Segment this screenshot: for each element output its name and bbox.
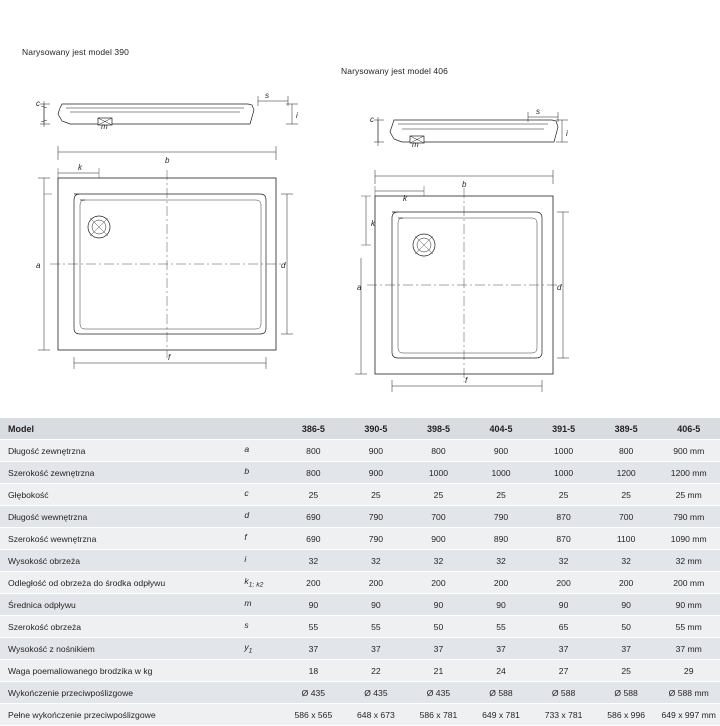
cell-value: 900 <box>470 440 533 462</box>
cell-value: 25 <box>595 484 658 506</box>
right-drawing-caption: Narysowany jest model 406 <box>341 66 448 76</box>
table-row <box>0 550 720 572</box>
cell-value: 700 <box>595 506 658 528</box>
cell-value: 648 x 673 <box>345 704 408 726</box>
specification-table-wrap <box>0 418 720 726</box>
cell-value: 55 <box>345 616 408 638</box>
table-row <box>0 484 720 506</box>
cell-value: 1000 <box>532 440 595 462</box>
column-header-391-5: 391-5 <box>532 418 595 440</box>
table-row <box>0 660 720 682</box>
column-header-model: Model <box>0 418 242 440</box>
row-symbol <box>242 550 282 572</box>
cell-value: 22 <box>345 660 408 682</box>
cell-value: 90 <box>470 594 533 616</box>
cell-value: 90 mm <box>657 594 720 616</box>
left-drawing-caption: Narysowany jest model 390 <box>22 47 129 57</box>
cell-value: 870 <box>532 528 595 550</box>
row-symbol-main: f <box>244 532 247 543</box>
table-row <box>0 506 720 528</box>
cell-value: 200 <box>407 572 470 594</box>
table-row <box>0 594 720 616</box>
column-header-406-5: 406-5 <box>657 418 720 440</box>
cell-value: Ø 588 <box>470 682 533 704</box>
row-symbol <box>242 462 282 484</box>
cell-value: 37 <box>595 638 658 660</box>
cell-value: 29 <box>657 660 720 682</box>
cell-value: 800 <box>407 440 470 462</box>
cell-value: 586 x 565 <box>282 704 345 726</box>
table-header-row <box>0 418 720 440</box>
row-label: Wykończenie przeciwpoślizgowe <box>0 682 242 704</box>
table-row <box>0 462 720 484</box>
cell-value: 90 <box>407 594 470 616</box>
row-label: Szerokość zewnętrzna <box>0 462 242 484</box>
label-b-left: b <box>165 156 170 165</box>
cell-value: 586 x 996 <box>595 704 658 726</box>
row-label: Głębokość <box>0 484 242 506</box>
cell-value: Ø 435 <box>345 682 408 704</box>
row-label: Pełne wykończenie przeciwpoślizgowe <box>0 704 242 726</box>
cell-value: 25 mm <box>657 484 720 506</box>
cell-value: 900 <box>345 462 408 484</box>
cell-value: 90 <box>595 594 658 616</box>
cell-value: 649 x 781 <box>470 704 533 726</box>
label-d-right: d <box>557 283 562 292</box>
row-symbol-main: i <box>244 554 247 565</box>
cell-value: 1000 <box>470 462 533 484</box>
table-row <box>0 572 720 594</box>
cell-value: 37 <box>470 638 533 660</box>
cell-value: 200 mm <box>657 572 720 594</box>
label-c-right: c <box>370 115 374 124</box>
label-a-left: a <box>36 261 41 270</box>
label-a-right: a <box>357 283 362 292</box>
cell-value: 586 x 781 <box>407 704 470 726</box>
cell-value: 32 <box>407 550 470 572</box>
cell-value: 90 <box>282 594 345 616</box>
cell-value: 200 <box>470 572 533 594</box>
label-k-right: k <box>403 194 407 203</box>
row-label: Odległość od obrzeża do środka odpływu <box>0 572 242 594</box>
cell-value: 18 <box>282 660 345 682</box>
cell-value: 32 <box>345 550 408 572</box>
cell-value: 690 <box>282 528 345 550</box>
table-row <box>0 528 720 550</box>
cell-value: 790 <box>345 528 408 550</box>
row-symbol <box>242 484 282 506</box>
cell-value: 800 <box>595 440 658 462</box>
table-row <box>0 638 720 660</box>
cell-value: 900 <box>407 528 470 550</box>
cell-value: 900 mm <box>657 440 720 462</box>
cell-value: 55 <box>282 616 345 638</box>
cell-value: 200 <box>345 572 408 594</box>
label-m-left: m <box>101 122 108 131</box>
column-header-404-5: 404-5 <box>470 418 533 440</box>
specification-table <box>0 418 720 726</box>
cell-value: 1090 mm <box>657 528 720 550</box>
cell-value: 890 <box>470 528 533 550</box>
cell-value: 32 <box>470 550 533 572</box>
cell-value: 700 <box>407 506 470 528</box>
label-k2-right: k <box>371 219 375 228</box>
column-header-390-5: 390-5 <box>345 418 408 440</box>
row-label: Waga poemaliowanego brodzika w kg <box>0 660 242 682</box>
label-m-right: m <box>412 140 419 149</box>
cell-value: 37 <box>282 638 345 660</box>
cell-value: 25 <box>407 484 470 506</box>
label-d-left: d <box>281 261 286 270</box>
table-row <box>0 440 720 462</box>
table-row <box>0 704 720 726</box>
cell-value: 55 mm <box>657 616 720 638</box>
cell-value: 25 <box>470 484 533 506</box>
cell-value: Ø 588 mm <box>657 682 720 704</box>
cell-value: 649 x 997 mm <box>657 704 720 726</box>
row-symbol-main: k <box>244 576 249 587</box>
row-label: Wysokość obrzeża <box>0 550 242 572</box>
label-b-right: b <box>462 180 467 189</box>
cell-value: Ø 588 <box>532 682 595 704</box>
row-symbol <box>242 528 282 550</box>
row-symbol-subscript: 1; k2 <box>248 581 264 589</box>
cell-value: 1000 <box>532 462 595 484</box>
cell-value: 870 <box>532 506 595 528</box>
column-header-389-5: 389-5 <box>595 418 658 440</box>
cell-value: 90 <box>345 594 408 616</box>
cell-value: 25 <box>595 660 658 682</box>
cell-value: 1200 mm <box>657 462 720 484</box>
row-symbol <box>242 660 282 682</box>
row-label: Szerokość obrzeża <box>0 616 242 638</box>
label-f-left: f <box>168 353 171 362</box>
cell-value: 1200 <box>595 462 658 484</box>
label-s-right: s <box>536 107 540 116</box>
label-i-left: i <box>296 111 298 120</box>
cell-value: 37 <box>407 638 470 660</box>
row-label: Długość zewnętrzna <box>0 440 242 462</box>
cell-value: 200 <box>595 572 658 594</box>
row-label: Szerokość wewnętrzna <box>0 528 242 550</box>
cell-value: Ø 435 <box>407 682 470 704</box>
row-symbol <box>242 704 282 726</box>
cell-value: 32 <box>282 550 345 572</box>
cell-value: 1100 <box>595 528 658 550</box>
cell-value: Ø 588 <box>595 682 658 704</box>
row-label: Długość wewnętrzna <box>0 506 242 528</box>
row-symbol-main: y <box>244 642 249 653</box>
label-c-left: c <box>36 99 40 108</box>
label-i-right: i <box>566 129 568 138</box>
cell-value: 32 mm <box>657 550 720 572</box>
row-label: Wysokość z nośnikiem <box>0 638 242 660</box>
cell-value: 37 <box>345 638 408 660</box>
row-symbol <box>242 594 282 616</box>
cell-value: 25 <box>282 484 345 506</box>
row-symbol-main: s <box>244 620 249 631</box>
cell-value: 27 <box>532 660 595 682</box>
row-symbol-main: c <box>244 488 249 499</box>
cell-value: 65 <box>532 616 595 638</box>
row-symbol <box>242 638 282 660</box>
row-label: Średnica odpływu <box>0 594 242 616</box>
cell-value: 800 <box>282 440 345 462</box>
table-row <box>0 682 720 704</box>
cell-value: 790 <box>345 506 408 528</box>
row-symbol <box>242 682 282 704</box>
cell-value: 800 <box>282 462 345 484</box>
cell-value: 37 <box>532 638 595 660</box>
table-body <box>0 440 720 726</box>
cell-value: 21 <box>407 660 470 682</box>
cell-value: 200 <box>532 572 595 594</box>
cell-value: 32 <box>595 550 658 572</box>
row-symbol-main: m <box>244 598 252 609</box>
row-symbol <box>242 572 282 594</box>
row-symbol-main: d <box>244 510 250 521</box>
column-header-386-5: 386-5 <box>282 418 345 440</box>
cell-value: 55 <box>470 616 533 638</box>
cell-value: 733 x 781 <box>532 704 595 726</box>
cell-value: 50 <box>595 616 658 638</box>
cell-value: 25 <box>532 484 595 506</box>
cell-value: 50 <box>407 616 470 638</box>
table-row <box>0 616 720 638</box>
cell-value: 900 <box>345 440 408 462</box>
row-symbol-main: b <box>244 466 250 477</box>
cell-value: 90 <box>532 594 595 616</box>
cell-value: 690 <box>282 506 345 528</box>
column-header-symbol <box>242 418 282 440</box>
cell-value: Ø 435 <box>282 682 345 704</box>
row-symbol <box>242 440 282 462</box>
row-symbol-main: a <box>244 444 250 455</box>
cell-value: 32 <box>532 550 595 572</box>
cell-value: 790 mm <box>657 506 720 528</box>
cell-value: 25 <box>345 484 408 506</box>
row-symbol <box>242 616 282 638</box>
label-s-left: s <box>265 91 269 100</box>
cell-value: 37 mm <box>657 638 720 660</box>
cell-value: 790 <box>470 506 533 528</box>
row-symbol-subscript: 1 <box>248 647 253 655</box>
cell-value: 200 <box>282 572 345 594</box>
column-header-398-5: 398-5 <box>407 418 470 440</box>
row-symbol <box>242 506 282 528</box>
label-f-right: f <box>465 376 468 385</box>
cell-value: 24 <box>470 660 533 682</box>
label-k-left: k <box>78 163 82 172</box>
cell-value: 1000 <box>407 462 470 484</box>
